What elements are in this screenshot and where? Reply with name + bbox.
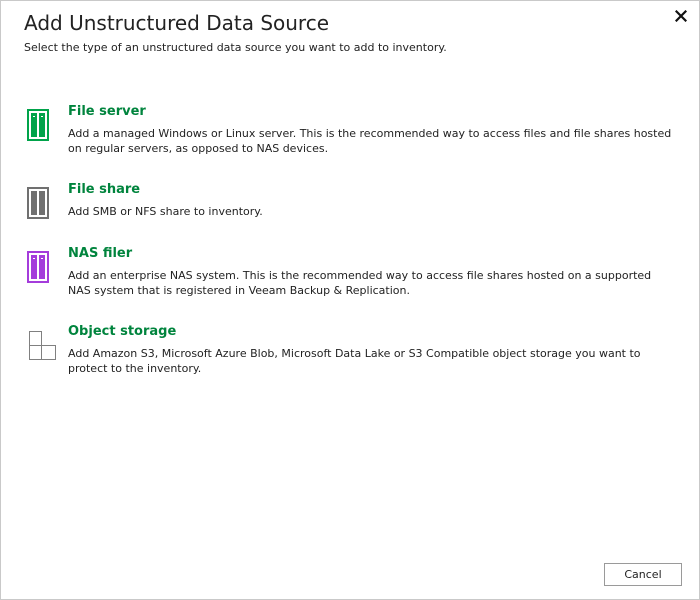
cancel-button[interactable]: Cancel [604,563,682,586]
option-description-file-share: Add SMB or NFS share to inventory. [68,205,263,218]
option-object-storage[interactable] [24,324,674,379]
nas-filer-icon [27,251,49,283]
close-icon [675,10,687,22]
dialog-subtitle: Select the type of an unstructured data source you want to add to inventory. [24,41,447,54]
dialog-title: Add Unstructured Data Source [24,11,330,35]
close-button[interactable] [673,8,689,24]
option-description-nas-filer: Add an enterprise NAS system. This is the recommended way to access file shares hosted on a supported NAS system that is registered in Veeam Backup & Replication. [68,269,652,297]
option-title-nas-filer: NAS filer [68,246,133,261]
option-file-server[interactable] [24,104,674,159]
option-title-file-share: File share [68,182,141,197]
file-share-icon [27,187,49,219]
option-title-object-storage: Object storage [68,324,177,339]
option-title-file-server: File server [68,104,146,119]
option-description-file-server: Add a managed Windows or Linux server. This is the recommended way to access files and file shares hosted on regular servers, as opposed to NAS devices. [68,127,672,155]
option-file-share[interactable] [24,182,674,227]
object-storage-icon [29,331,57,361]
option-description-object-storage: Add Amazon S3, Microsoft Azure Blob, Microsoft Data Lake or S3 Compatible object storage you want to protect to the inventory. [68,347,641,375]
option-nas-filer[interactable] [24,246,674,301]
file-server-icon [27,109,49,141]
